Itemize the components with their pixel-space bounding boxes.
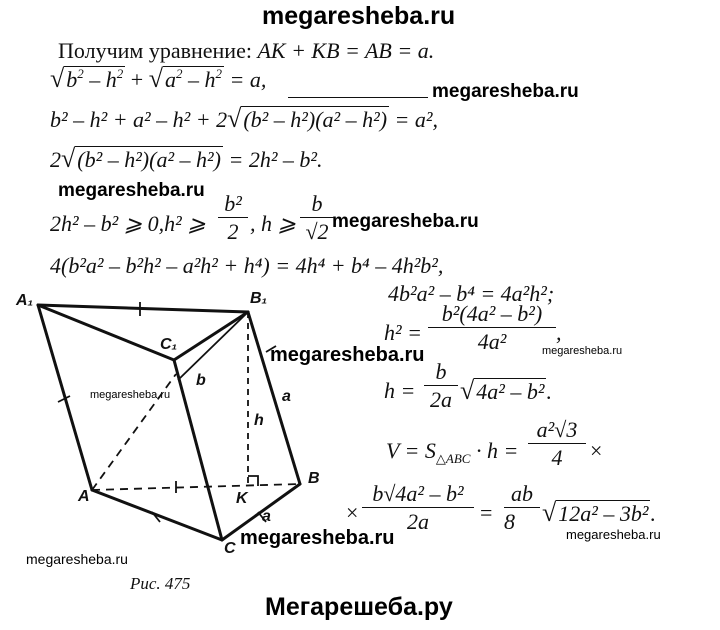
math-line9-rad: √4a² – b². [460,376,552,405]
l5-frac1-den: 2 [227,219,239,245]
l10-den: 4 [551,445,563,471]
l5-frac2-den: √2 [305,219,329,245]
math-line2: $√b^2 - h^2 + √a^2 - h^2 = a$, [50,64,267,93]
math-line8-lhs: h² = [384,320,422,345]
label-c1: C₁ [160,336,178,353]
watermark-line6: megaresheba.ru [332,211,479,232]
l5-frac1-num: b² [224,191,242,216]
label-h: h [254,412,264,429]
edge-a-b-hidden [92,484,300,490]
l9-den: 2a [430,387,452,413]
l11-rad: 12a² – 3b² [558,501,649,526]
segment-b1-b [178,312,248,380]
figure-caption: Рис. 475 [130,574,191,593]
l3-rad: (b² – h²)(a² – h²) [243,107,388,132]
l3-end: = a², [394,107,438,132]
l8-den: 4a² [477,329,507,355]
l11-num: b√4a² – b² [372,481,464,506]
watermark-figure-small: megaresheba.ru [90,389,171,401]
l11-end: . [650,501,656,526]
l10-lhs: V = S [386,438,436,463]
edge-b1-b [248,312,300,484]
l9-end: . [546,379,552,404]
label-b1: B₁ [250,290,268,307]
l8-num: b²(4a² – b²) [441,301,543,326]
watermark-top: megaresheba.ru [262,2,456,30]
l2-a: a [164,67,176,92]
edge-a-c [92,490,222,540]
label-a1: A₁ [16,292,34,309]
label-a-right: a [282,388,291,405]
label-b-length: b [196,372,206,389]
watermark-footer: Мегарешеба.ру [265,593,453,621]
watermark-formula-small: megaresheba.ru [566,527,661,542]
edge-a1-c1 [38,305,174,360]
tick-b1b [266,346,276,352]
l2-h2: – h [187,67,216,92]
l2-b: b [66,67,78,92]
label-c: C [224,540,236,557]
l11-num2: ab [511,481,533,506]
l10-num: a²√3 [536,417,578,442]
edge-a1-b1 [38,305,248,312]
math-line10-end: × [590,438,603,463]
l2-end: = a, [229,67,267,92]
l11-den2: 8 [504,509,515,535]
l4-end: = 2h² – b². [228,147,323,172]
l10-sub: △ABC [435,451,471,466]
math-line9-lhs: h = [384,378,416,403]
edge-c-b [222,484,300,540]
math-line11-rad: √12a² – 3b². [542,498,656,527]
watermark-side-small: megaresheba.ru [542,345,623,357]
intro-text: Получим уравнение: [58,38,252,63]
l9-rad: 4a² – b² [476,379,545,404]
diag-a-b1-hidden [92,374,176,490]
math-line3: b² – h² + a² – h² + 2√(b² – h²)(a² – h²) = a², [50,104,438,133]
label-b: B [308,470,320,487]
watermark-line5: megaresheba.ru [58,180,205,201]
label-k: K [236,490,248,507]
l2-plus: + [130,67,144,92]
line1-equation: AK + KB = AB = a. [257,38,435,63]
math-line8-end: , [556,320,562,345]
l5-frac2-num: b [311,191,323,216]
watermark-middle: megaresheba.ru [270,344,425,366]
l9-num: b [435,359,447,384]
l2-h: – h [89,67,117,92]
math-line6: 4(b²a² – b²h² – a²h² + h⁴) = 4h⁴ + b⁴ – 4h²b², [50,253,444,278]
l10-mid: · h = [475,438,519,463]
l5-a: 2h² – b² ⩾ 0,h² ⩾ [50,211,206,236]
l4-lead: 2 [50,147,61,172]
label-a-bottom: a [262,508,271,525]
l3-left: b² – h² + a² – h² + 2 [50,107,228,132]
l5-b: , h ⩾ [250,211,296,236]
watermark-bottom-small: megaresheba.ru [26,551,128,567]
math-line4: 2√(b² – h²)(a² – h²) = 2h² – b². [50,144,323,173]
watermark-bottom-mid: megaresheba.ru [240,527,395,549]
math-line11-lead: × [346,500,359,525]
watermark-line2: megaresheba.ru [432,81,579,102]
l11-den: 2a [407,509,429,535]
label-a: A [78,488,90,505]
edge-c1-b1 [174,312,248,360]
math-line7: 4b²a² – b⁴ = 4a²h²; [388,281,555,306]
l4-rad: (b² – h²)(a² – h²) [77,147,221,172]
math-line11-eq: = [480,500,493,525]
